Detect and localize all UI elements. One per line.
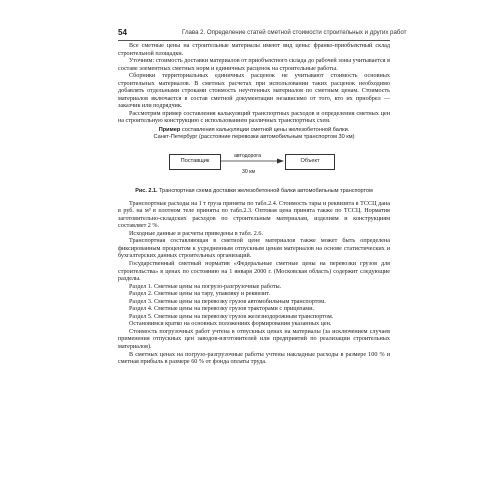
list-item: Раздел 5. Сметные цены на перевозку грузов железнодорожным транспортом. [129, 313, 334, 320]
figure-caption [118, 188, 390, 194]
paragraph: Сборники территориальных единичных расценок не учитывают стоимость основных строительных материалов. В сметных расчетах при использовании таких расценок необходимо добавлять отдельными строками стоимость неучтенных материалов по сметным ценам. Стоимость материалов включается в состав сметной документации независимо от того, кто их приобрел — заказчик или подрядчик. [118, 73, 390, 110]
paragraph: Транспортная составляющая в сметной цене материалов также может быть определена фиксированным процентом к усредненным отпускным ценам материалов на основе статистических и бухгалтерских данных строительных организаций. [118, 238, 390, 260]
paragraph: Стоимость погрузочных работ учтена в отпускных ценах на материалы (за исключением случаев применения отпускных цен заводов-изготовителей или предприятий по реализации строительных материалов). [118, 328, 390, 350]
page-body [118, 43, 390, 367]
paragraph: Транспортные расходы на 1 т груза приняты по табл.2.4. Стоимость тары и реквизита в ТССЦ дана в руб. на м³ в плотном теле приняты по табл.2.3. Оптовая цена принята также по ТССЦ. Норматив заготовительно-складских расходов по строительным материалам, изделиям и конструкциям составляет 2 %. [118, 200, 390, 230]
list-item: Раздел 1. Сметные цены на погрузо-разгрузочные работы. [129, 283, 282, 290]
route-mode: автодорога [234, 153, 261, 160]
list-item: Раздел 2. Сметные цены на тару, упаковку и реквизит. [129, 291, 271, 298]
figure-caption-text: Транспортная схема доставки железобетонной балки автомобильным транспортом [159, 188, 373, 195]
arrow-head-icon [277, 159, 284, 164]
paragraph: Уточним: стоимость доставки материалов от приобъектного склада до рабочей зоны учитывается в составе элементных сметных норм и единичных расценок на строительные работы. [118, 58, 390, 72]
route-distance: 30 км [242, 169, 256, 176]
object-label: Объект [300, 158, 320, 165]
figure-ref: Рис. 2.1. [135, 188, 158, 195]
example-label: Пример [158, 127, 181, 134]
supplier-label: Поставщик [180, 158, 210, 165]
example-heading [118, 127, 390, 140]
paragraph: Государственный сметный норматив «Федеральные сметные цены на перевозки грузов для строительства» в ценах по состоянию на 1 января 2000 г. (Московская область) содержит следующие разделы. [118, 260, 390, 283]
example-text: составления калькуляции сметной цены железобетонной балки. [181, 127, 350, 134]
list-item: Раздел 4. Сметные цены на перевозку грузов тракторами с прицепами. [129, 306, 315, 313]
paragraph: Все сметные цены на строительные материалы имеют вид цены: франко-приобъектный склад строительной площадки. [118, 43, 390, 57]
paragraph: Остановимся кратко на основных положениях формирования указанных цен. [129, 321, 332, 328]
object-box [285, 154, 335, 170]
list-item: Раздел 3. Сметные цены на перевозку грузов автомобильным транспортом. [129, 298, 326, 305]
transport-diagram [118, 142, 390, 186]
page-number: 54 [118, 28, 127, 37]
paragraph: Исходные данные и расчеты приведены в табл. 2.6. [129, 230, 263, 237]
example-line2: Санкт-Петербург (расстояние перевозки автомобильным транспортом 30 км) [153, 133, 355, 140]
supplier-box [169, 154, 221, 170]
paragraph: В сметных ценах на погрузо-разгрузочные работы учтены накладные расходы в размере 100 % и сметная прибыль в размере 60 % от фонда оплаты труда. [118, 351, 390, 366]
chapter-title: Глава 2. Определение статей сметной стоимости строительных и других работ [182, 28, 407, 36]
running-header [118, 28, 407, 41]
paragraph: Рассмотрим пример составления калькуляций транспортных расходов и определения сметных цен на строительную конструкцию с использованием различных транспортных схем. [118, 110, 390, 125]
